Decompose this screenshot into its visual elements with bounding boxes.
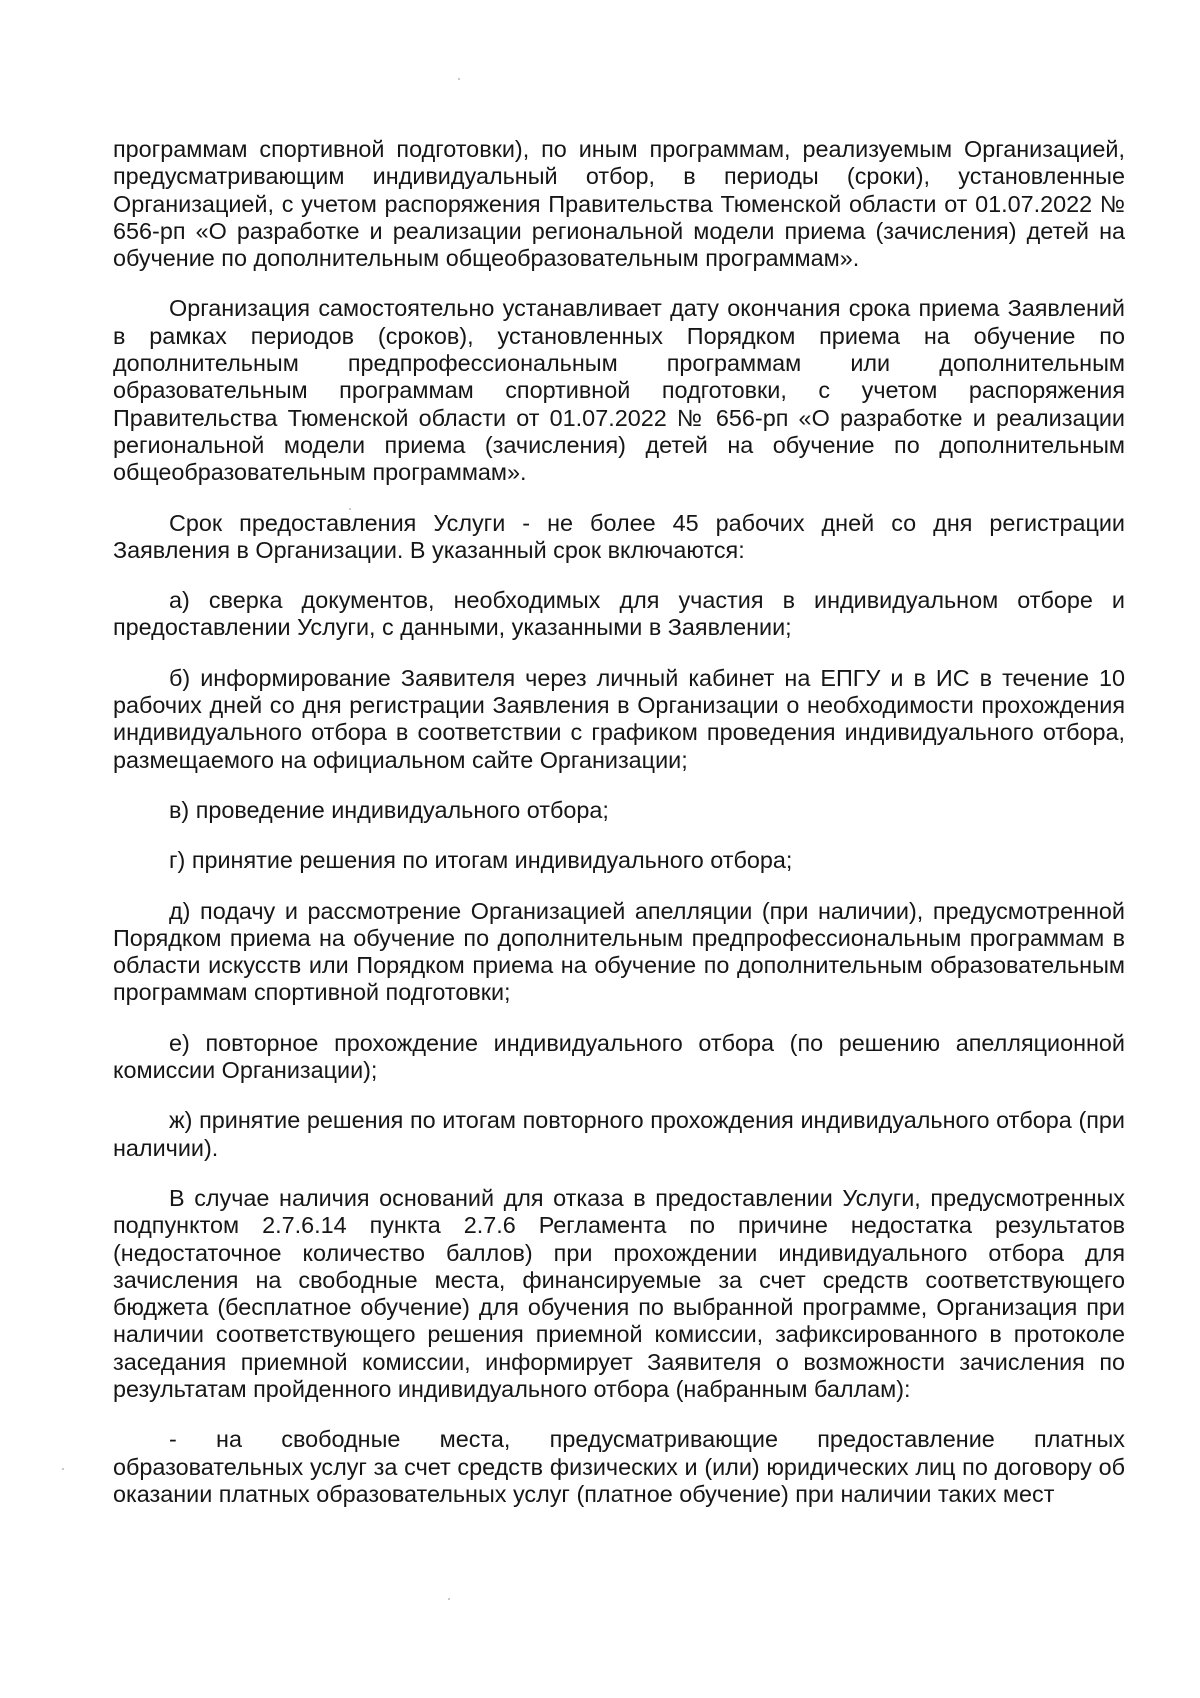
- scan-speck: [458, 78, 460, 80]
- document-body: [113, 136, 1125, 1508]
- list-item-e: е) повторное прохождение индивидуального отбора (по решению апелляционной комиссии Организации);: [113, 1029, 1125, 1084]
- paragraph-continuation: программам спортивной подготовки), по иным программам, реализуемым Организацией, предусматривающим индивидуальный отбор, в периоды (сроки), установленные Организацией, с учетом распоряжения Правительства Тюменской области от 01.07.2022 № 656-рп «О разработке и реализации региональной модели приема (зачисления) детей на обучение по дополнительным общеобразовательным программам».: [113, 136, 1125, 272]
- list-item-a: а) сверка документов, необходимых для участия в индивидуальном отборе и предоставлении Услуги, с данными, указанными в Заявлении;: [113, 587, 1125, 641]
- list-item-g: г) принятие решения по итогам индивидуального отбора;: [169, 847, 793, 874]
- paragraph-service-term: Срок предоставления Услуги - не более 45 рабочих дней со дня регистрации Заявления в Организации. В указанный срок включаются:: [113, 509, 1125, 563]
- list-item-dash: - на свободные места, предусматривающие предоставление платных образовательных услуг за счет средств физических и (или) юридических лиц по договору об оказании платных образовательных услуг (платное обучение) при наличии таких мест: [113, 1426, 1125, 1507]
- list-item-b: б) информирование Заявителя через личный кабинет на ЕПГУ и в ИС в течение 10 рабочих дней со дня регистрации Заявления в Организации о необходимости прохождения индивидуального отбора в соответствии с графиком проведения индивидуального отбора, размещаемого на официальном сайте Организации;: [113, 664, 1125, 773]
- list-item-zh: ж) принятие решения по итогам повторного прохождения индивидуального отбора (при наличии).: [113, 1107, 1125, 1161]
- list-item-v: в) проведение индивидуального отбора;: [169, 796, 609, 823]
- scan-speck: [62, 1468, 64, 1470]
- paragraph-refusal-case: В случае наличия оснований для отказа в предоставлении Услуги, предусмотренных подпунктом 2.7.6.14 пункта 2.7.6 Регламента по причине недостатка результатов (недостаточное количество баллов) при прохождении индивидуального отбора для зачисления на свободные места, финансируемые за счет средств соответствующего бюджета (бесплатное обучение) для обучения по выбранной программе, Организация при наличии соответствующего решения приемной комиссии, зафиксированного в протоколе заседания приемной комиссии, информирует Заявителя о возможности зачисления по результатам пройденного индивидуального отбора (набранным баллам):: [113, 1184, 1125, 1402]
- scan-speck: [448, 1598, 450, 1600]
- list-item-d: д) подачу и рассмотрение Организацией апелляции (при наличии), предусмотренной Порядком приема на обучение по дополнительным предпрофессиональным программам в области искусств или Порядком приема на обучение по дополнительным образовательным программам спортивной подготовки;: [113, 897, 1125, 1006]
- paragraph-deadline: Организация самостоятельно устанавливает дату окончания срока приема Заявлений в рамках периодов (сроков), установленных Порядком приема на обучение по дополнительным предпрофессиональным программам или дополнительным образовательным программам спортивной подготовки, с учетом распоряжения Правительства Тюменской области от 01.07.2022 № 656-рп «О разработке и реализации региональной модели приема (зачисления) детей на обучение по дополнительным общеобразовательным программам».: [113, 295, 1125, 486]
